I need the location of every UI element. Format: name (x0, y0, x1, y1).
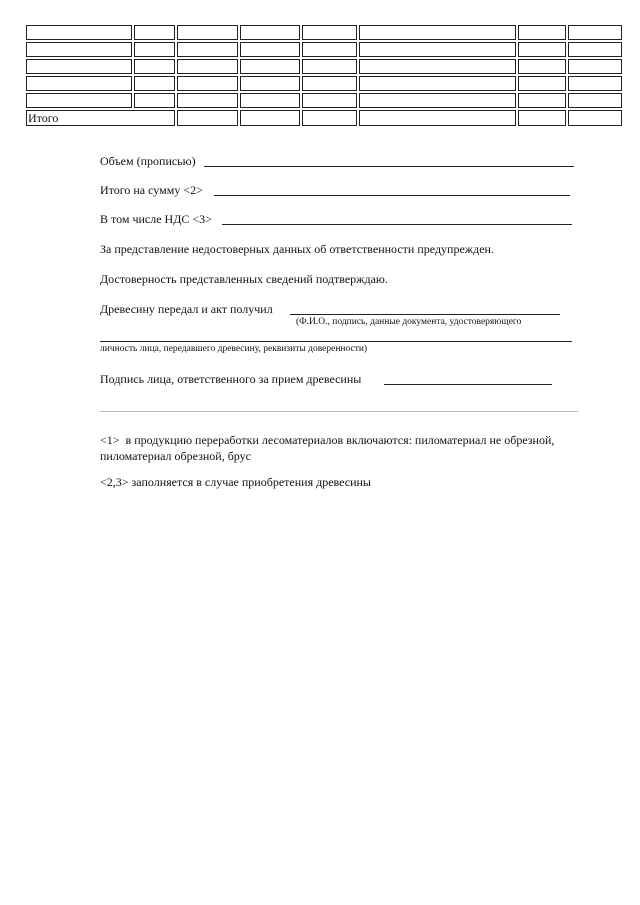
acceptor-label: Подпись лица, ответственного за прием древесины (100, 372, 362, 386)
acceptor-signature-field[interactable] (384, 384, 552, 385)
volume-field[interactable] (204, 166, 574, 167)
confirmation-statement: Достоверность представленных сведений подтверждаю. (100, 272, 388, 286)
footnote-1-text: в продукцию переработки лесоматериалов включаются: пиломатериал не обрезной, пиломатериал обрезной, брус (100, 433, 555, 463)
liability-statement: За представление недостоверных данных об ответственности предупрежден. (100, 242, 494, 256)
table-row (26, 25, 622, 40)
divider (100, 411, 578, 412)
goods-table (24, 23, 624, 128)
table-row (26, 59, 622, 74)
total-label: Итого (26, 110, 175, 126)
footnote-2-3-text: заполняется в случае приобретения древесины (131, 475, 371, 489)
total-sum-label: Итого на сумму <2> (100, 183, 203, 197)
table-row (26, 93, 622, 108)
volume-label: Объем (прописью) (100, 154, 196, 168)
total-sum-field[interactable] (214, 195, 570, 196)
footnote-2-3-marker: <2,3> (100, 475, 129, 489)
handover-hint-continued: личность лица, передавшего древесину, реквизиты доверенности) (100, 344, 368, 354)
footnote-1-marker: <1> (100, 433, 120, 447)
footnote-2-3 (100, 474, 595, 490)
handover-hint: (Ф.И.О., подпись, данные документа, удостоверяющего (296, 317, 522, 327)
handover-field[interactable] (290, 314, 560, 315)
table-row (26, 42, 622, 57)
vat-label: В том числе НДС <3> (100, 212, 212, 226)
handover-identity-field[interactable] (100, 341, 572, 342)
handover-label: Древесину передал и акт получил (100, 302, 273, 316)
vat-field[interactable] (222, 224, 572, 225)
table-row (26, 76, 622, 91)
table-total-row (26, 110, 622, 126)
footnote-1 (100, 432, 595, 464)
